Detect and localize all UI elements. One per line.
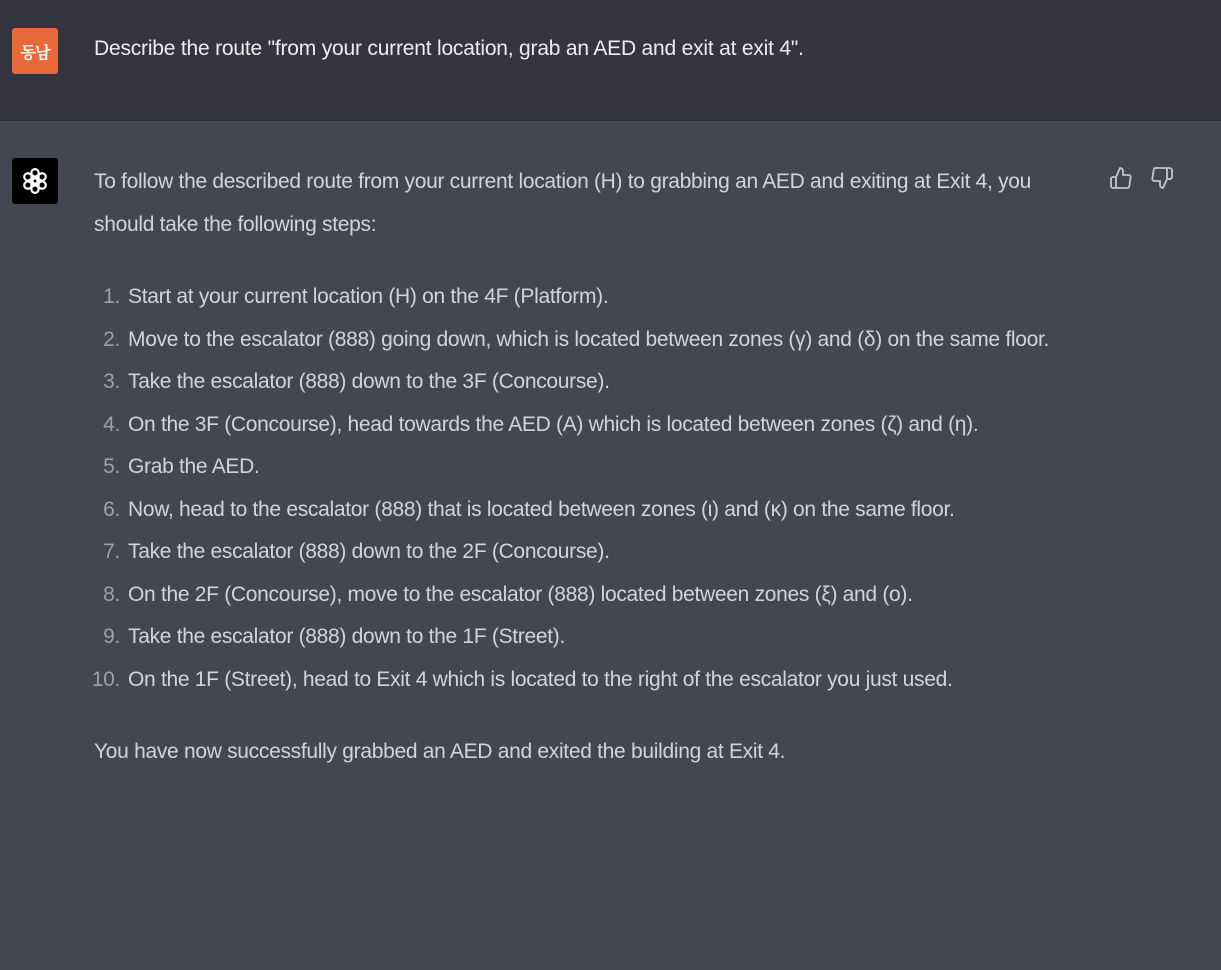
route-step [94, 531, 1084, 574]
route-step-text: Take the escalator (888) down to the 2F (Concourse). [128, 540, 610, 563]
user-avatar [12, 28, 58, 74]
route-step-text: Start at your current location (H) on the 4F (Platform). [128, 285, 609, 308]
route-step [94, 361, 1084, 404]
route-step-number: 6. [103, 497, 120, 521]
route-step [94, 319, 1084, 362]
route-step [94, 276, 1084, 319]
route-step [94, 446, 1084, 489]
route-step-text: Grab the AED. [128, 455, 260, 478]
assistant-intro: To follow the described route from your current location (H) to grabbing an AED and exiting at Exit 4, you should take the following steps: [94, 170, 1032, 236]
route-step-number: 5. [103, 455, 120, 478]
route-step-number: 8. [103, 582, 120, 606]
openai-logo-icon [18, 164, 52, 198]
route-steps-list [91, 276, 1084, 701]
route-step [91, 659, 1084, 702]
route-step-text: On the 1F (Street), head to Exit 4 which is located to the right of the escalator you just used. [128, 667, 953, 691]
route-step-number: 7. [103, 540, 120, 563]
route-step-text: On the 2F (Concourse), move to the escalator (888) located between zones (ξ) and (ο). [128, 582, 913, 606]
thumbs-up-icon [1109, 166, 1133, 190]
user-message-row [0, 0, 1221, 121]
route-step-text: On the 3F (Concourse), head towards the AED (A) which is located between zones (ζ) and (η). [128, 412, 979, 436]
route-step-number: 4. [103, 412, 120, 436]
thumbs-down-button[interactable] [1148, 164, 1176, 192]
route-step-text: Move to the escalator (888) going down, which is located between zones (γ) and (δ) on the same floor. [128, 327, 1050, 351]
route-step-text: Take the escalator (888) down to the 1F (Street). [128, 625, 566, 648]
assistant-avatar [12, 158, 58, 204]
route-step-text: Take the escalator (888) down to the 3F (Concourse). [128, 370, 610, 393]
route-step-number: 3. [103, 370, 120, 393]
route-step [94, 404, 1084, 447]
route-step [94, 489, 1084, 532]
assistant-message-row [0, 121, 1221, 970]
thumbs-down-icon [1150, 166, 1174, 190]
route-step-number: 1. [103, 285, 120, 308]
user-message-text: Describe the route "from your current location, grab an AED and exit at exit 4". [94, 37, 804, 60]
thumbs-up-button[interactable] [1107, 164, 1135, 192]
route-step-number: 2. [103, 327, 120, 351]
assistant-conclusion: You have now successfully grabbed an AED and exited the building at Exit 4. [94, 740, 786, 763]
route-step-number: 10. [91, 667, 120, 691]
route-step [94, 616, 1084, 659]
route-step-text: Now, head to the escalator (888) that is located between zones (ι) and (κ) on the same floor. [128, 497, 955, 521]
route-step [94, 574, 1084, 617]
assistant-message-content [91, 161, 1084, 774]
user-avatar-text: 동남 [20, 42, 50, 62]
route-step-number: 9. [103, 625, 120, 648]
